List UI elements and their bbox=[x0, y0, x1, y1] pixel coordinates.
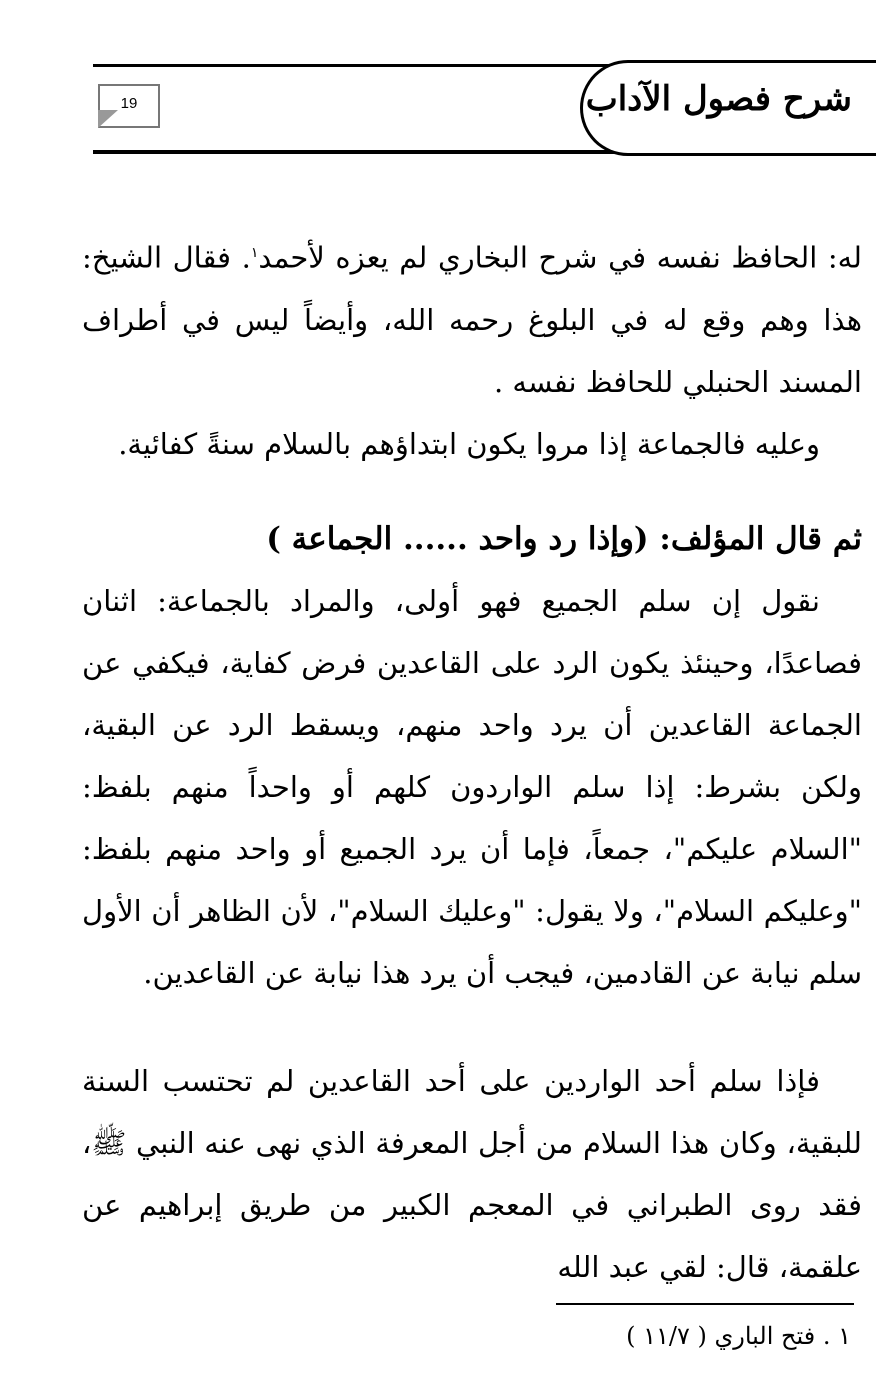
paragraph-2: وعليه فالجماعة إذا مروا يكون ابتداؤهم بالسلام سنةً كفائية. bbox=[118, 426, 820, 461]
footnote: ١ . فتح الباري ( ١١/٧ ) bbox=[626, 1322, 851, 1350]
page-number: 19 bbox=[120, 95, 138, 112]
section-1 bbox=[82, 222, 862, 475]
page-fold-icon bbox=[98, 110, 118, 128]
footnote-rule bbox=[556, 1303, 854, 1305]
title-box bbox=[580, 60, 876, 156]
book-title: شرح فصول الآداب bbox=[585, 79, 852, 119]
section-3 bbox=[82, 1050, 862, 1298]
paragraph-3: نقول إن سلم الجميع فهو أولى، والمراد بالجماعة: اثنان فصاعدًا، وحينئذ يكون الرد على القاعدين فرض كفاية، فيكفي عن الجماعة القاعدين أن يرد واحد منهم، ويسقط الرد عن البقية، ولكن بشرط: إذا سلم الواردون كلهم أو واحداً منهم بلفظ: "السلام عليكم"، جمعاً، فإما أن يرد الجميع أو واحد منهم بلفظ: "وعليكم السلام"، ولا يقول: "وعليك السلام"، لأن الظاهر أن الأول سلم نيابة عن القادمين، فيجب أن يرد هذا نيابة عن القاعدين. bbox=[82, 584, 862, 990]
page-number-box bbox=[98, 84, 160, 128]
paragraph-1: له: الحافظ نفسه في شرح البخاري لم يعزه لأحمد$^١$. فقال الشيخ: هذا وهم وقع له في البلوغ رحمه الله، وأيضاً ليس في أطراف المسند الحنبلي للحافظ نفسه . bbox=[82, 240, 863, 399]
paragraph-4: فإذا سلم أحد الواردين على أحد القاعدين لم تحتسب السنة للبقية، وكان هذا السلام من أجل المعرفة الذي نهى عنه النبي ﷺ، فقد روى الطبراني في المعجم الكبير من طريق إبراهيم عن علقمة، قال: لقي عبد الله bbox=[82, 1064, 862, 1284]
section-2 bbox=[82, 508, 862, 1004]
footnote-ref: ١ bbox=[250, 245, 259, 261]
section-heading: ثم قال المؤلف: (وإذا رد واحد ...... الجماعة ) bbox=[266, 521, 862, 557]
